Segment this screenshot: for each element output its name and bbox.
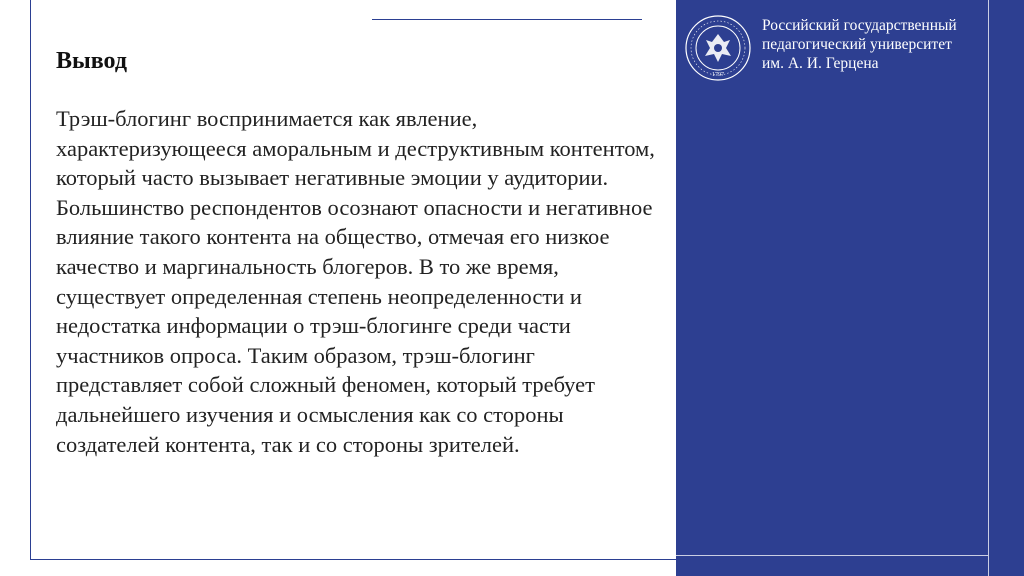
panel-horizontal-rule [676,555,988,556]
panel-vertical-rule [988,0,989,576]
slide-title: Вывод [56,48,127,74]
university-seal-icon [684,14,752,82]
university-name-line: Российский государственный [762,17,957,34]
left-frame-line [30,0,31,560]
university-name [762,16,982,73]
university-name-line: им. А. И. Герцена [762,55,879,72]
bottom-frame-line [30,559,680,560]
emblem-year: 1797 [712,72,724,78]
university-side-panel [676,0,1024,576]
top-divider-line [372,19,642,20]
university-name-line: педагогический университет [762,36,952,53]
slide-body-text: Трэш-блогинг воспринимается как явление, характеризующееся аморальным и деструктивным контентом, который часто вызывает негативные эмоции у аудитории. Большинство респондентов осознают опасности и негативное влияние такого контента на общество, отмечая его низкое качество и маргинальность блогеров. В то же время, существует определенная степень неопределенности и недостатка информации о трэш-блогинге среди части участников опроса. Таким образом, трэш-блогинг представляет собой сложный феномен, который требует дальнейшего изучения и осмысления как со стороны создателей контента, так и со стороны зрителей. [56,106,655,457]
